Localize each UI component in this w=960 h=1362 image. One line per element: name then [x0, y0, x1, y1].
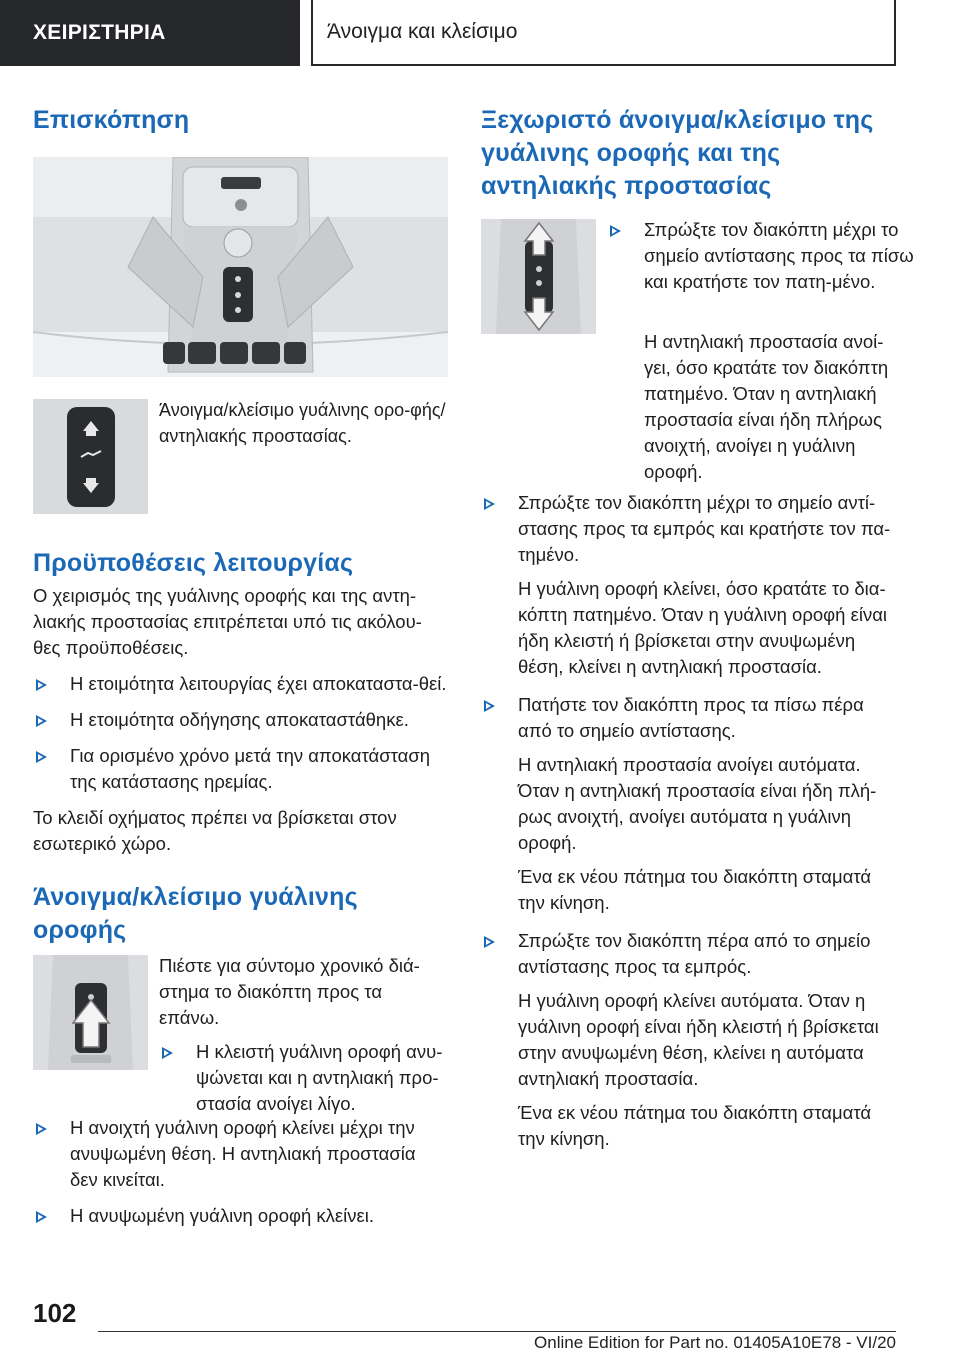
switch-image [33, 399, 148, 514]
section-title: ΧΕΙΡΙΣΤΗΡΙΑ [33, 21, 166, 44]
section-tab [0, 0, 300, 66]
requirement-item: Η ετοιμότητα οδήγησης αποκαταστάθηκε. [33, 707, 448, 733]
switch-caption: Άνοιγμα/κλείσιμο γυάλινης ορο-φής/αντηλιακής προστασίας. [159, 400, 446, 446]
instruction-bullet: Σπρώξτε τον διακόπτη μέχρι το σημείο αντί-στασης προς τα εμπρός και κρατήστε τον πα-τημένο. [481, 490, 896, 568]
requirements-intro: Ο χειρισμός της γυάλινης οροφής και της αντη-λιακής προστασίας επιτρέπεται υπό τις ακόλου-θες προϋποθέσεις. [33, 585, 422, 658]
triangle-bullet-icon [36, 1211, 47, 1223]
separate-control-heading: Ξεχωριστό άνοιγμα/κλείσιμο της γυάλινης οροφής και της αντηλιακής προστασίας [481, 106, 874, 200]
triangle-bullet-icon [484, 936, 495, 948]
roof-bullet: Η κλειστή γυάλινη οροφή ανυ-ψώνεται και η αντηλιακή προ-στασία ανοίγει λίγο. [159, 1039, 450, 1117]
requirement-item: Για ορισμένο χρόνο μετά την αποκατάσταση της κατάστασης ηρεμίας. [33, 743, 448, 795]
topic-title: Άνοιγμα και κλείσιμο [327, 20, 518, 43]
roof-switch-illustration [33, 399, 148, 514]
triangle-bullet-icon [36, 679, 47, 691]
overhead-console-illustration [33, 157, 448, 377]
instruction-detail: Η γυάλινη οροφή κλείνει, όσο κρατάτε το δια-κόπτη πατημένο. Όταν η γυάλινη οροφή είναι ήδη κλειστή ή βρίσκεται στην ανυψωμένη θέση, κλείνει η αντηλιακή προστασία. [518, 578, 887, 677]
triangle-bullet-icon [36, 751, 47, 763]
roof-switch-up-image [33, 955, 148, 1070]
instruction-detail: Ένα εκ νέου πάτημα του διακόπτη σταματά την κίνηση. [518, 866, 872, 913]
roof-bullet: Η ανοιχτή γυάλινη οροφή κλείνει μέχρι την ανυψωμένη θέση. Η αντηλιακή προστασία δεν κινείται. [33, 1115, 448, 1193]
switch-push-up-illustration [33, 955, 148, 1070]
requirements-heading: Προϋποθέσεις λειτουργίας [33, 549, 354, 577]
triangle-bullet-icon [484, 498, 495, 510]
triangle-bullet-icon [36, 715, 47, 727]
instruction-bullet: Σπρώξτε τον διακόπτη πέρα από το σημείο αντίστασης προς τα εμπρός. [481, 928, 896, 980]
roof-bullet: Η ανυψωμένη γυάλινη οροφή κλείνει. [33, 1203, 448, 1229]
triangle-bullet-icon [36, 1123, 47, 1135]
instruction-detail: Η γυάλινη οροφή κλείνει αυτόματα. Όταν η γυάλινη οροφή είναι ήδη κλειστή ή βρίσκεται στην ανυψωμένη θέση, κλείνει η αυτόματα αντηλιακή προστασία. [518, 990, 879, 1089]
requirement-item: Η ετοιμότητα λειτουργίας έχει αποκαταστα-θεί. [33, 671, 448, 697]
instruction-bullet: Πατήστε τον διακόπτη προς τα πίσω πέρα από το σημείο αντίστασης. [481, 692, 896, 744]
triangle-bullet-icon [610, 225, 621, 237]
page-number: 102 [33, 1298, 77, 1328]
key-note: Το κλειδί οχήματος πρέπει να βρίσκεται στον εσωτερικό χώρο. [33, 807, 397, 854]
roof-heading: Άνοιγμα/κλείσιμο γυάλινης οροφής [33, 883, 358, 944]
instruction-detail: Η αντηλιακή προστασία ανοίγει αυτόματα. Όταν η αντηλιακή προστασία είναι ήδη πλή-ρως ανοιχτή, ανοίγει αυτόματα η γυάλινη οροφή. [518, 754, 877, 853]
instruction-bullet: Σπρώξτε τον διακόπτη μέχρι το σημείο αντίστασης προς τα πίσω και κρατήστε τον πατη-μένο. [607, 217, 933, 295]
edition-text: Online Edition for Part no. 01405A10E78 - VI/20 [534, 1333, 896, 1352]
switch-slide-illustration [481, 219, 596, 334]
right-column [481, 96, 914, 1152]
footer-divider [98, 1331, 896, 1332]
instruction-detail: Η αντηλιακή προστασία ανοί-γει, όσο κρατάτε τον διακόπτη πατημένο. Όταν η αντηλιακή προστασία είναι ήδη πλήρως ανοιχτή, ανοίγει η γυάλινη οροφή. [644, 331, 889, 482]
roof-intro: Πιέστε για σύντομο χρονικό διά-στημα το διακόπτη προς τα επάνω. [159, 955, 420, 1028]
overhead-console-image [33, 157, 448, 377]
triangle-bullet-icon [162, 1047, 173, 1059]
switch-slide-image [481, 219, 596, 334]
triangle-bullet-icon [484, 700, 495, 712]
overview-heading: Επισκόπηση [33, 106, 190, 134]
topic-tab [311, 0, 896, 66]
instruction-detail: Ένα εκ νέου πάτημα του διακόπτη σταματά την κίνηση. [518, 1102, 872, 1149]
left-column [33, 96, 448, 1229]
